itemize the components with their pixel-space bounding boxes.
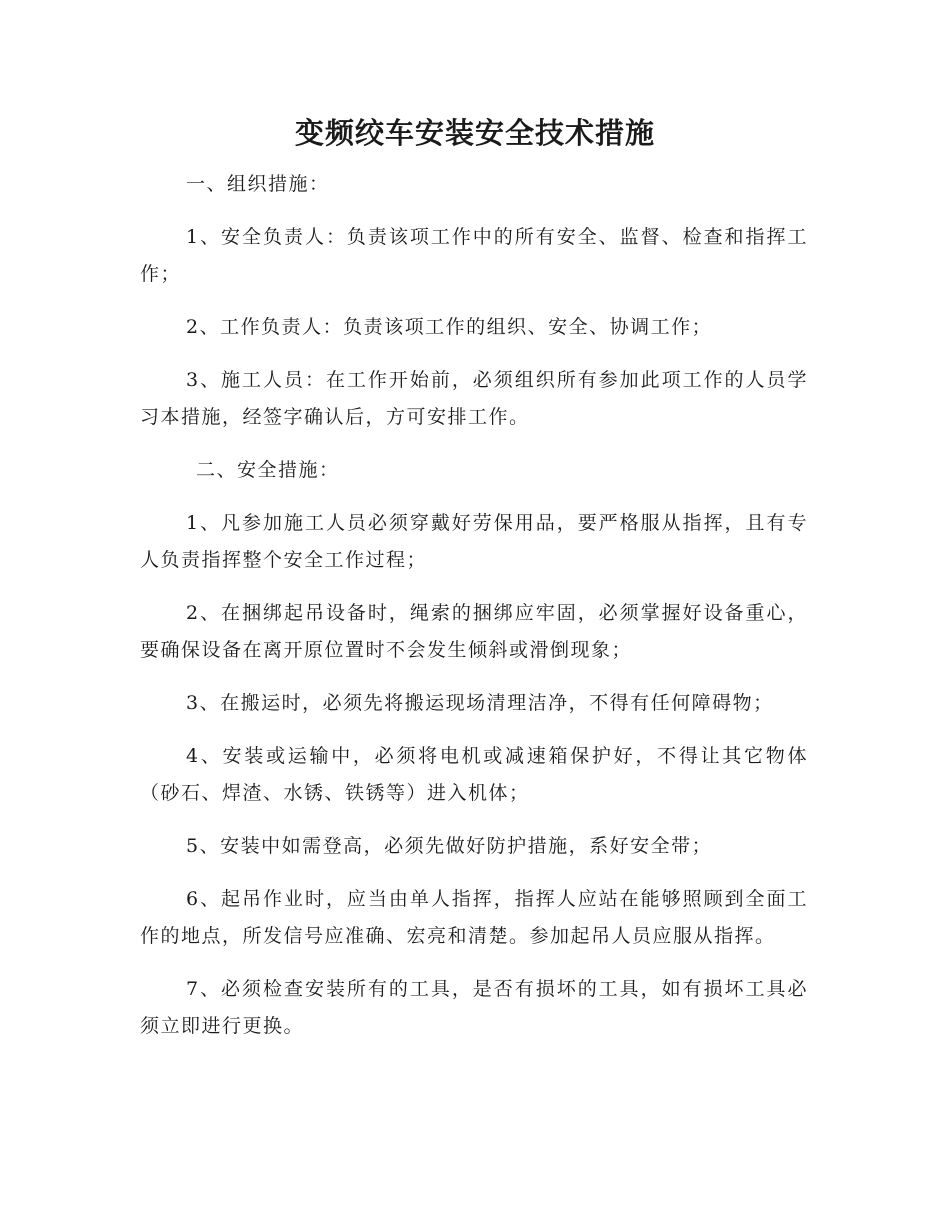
organization-item-3: 3、施工人员：在工作开始前，必须组织所有参加此项工作的人员学习本措施，经签字确认后，方可安排工作。	[140, 369, 808, 428]
document-title: 变频绞车安装安全技术措施	[294, 116, 655, 150]
section-heading-safety: 二、安全措施：	[196, 459, 340, 481]
organization-item-2: 2、工作负责人：负责该项工作的组织、安全、协调工作；	[186, 316, 713, 338]
safety-item-3: 3、在搬运时，必须先将搬运现场清理洁净，不得有任何障碍物；	[186, 692, 774, 714]
organization-item-1: 1、安全负责人：负责该项工作中的所有安全、监督、检查和指挥工作；	[140, 226, 808, 285]
safety-item-5: 5、安装中如需登高，必须先做好防护措施，系好安全带；	[186, 835, 713, 857]
safety-item-6: 6、起吊作业时，应当由单人指挥，指挥人应站在能够照顾到全面工作的地点，所发信号应准确、宏亮和清楚。参加起吊人员应服从指挥。	[140, 888, 808, 947]
safety-item-7: 7、必须检查安装所有的工具，是否有损坏的工具，如有损坏工具必须立即进行更换。	[140, 978, 808, 1037]
document-body	[140, 166, 808, 1061]
safety-item-1: 1、凡参加施工人员必须穿戴好劳保用品，要严格服从指挥，且有专人负责指挥整个安全工作过程；	[140, 512, 808, 571]
safety-item-4: 4、安装或运输中，必须将电机或减速箱保护好，不得让其它物体（砂石、焊渣、水锈、铁锈等）进入机体；	[140, 745, 808, 804]
section-heading-organization: 一、组织措施：	[186, 173, 330, 195]
safety-item-2: 2、在捆绑起吊设备时，绳索的捆绑应牢固，必须掌握好设备重心，要确保设备在离开原位置时不会发生倾斜或滑倒现象；	[140, 602, 808, 661]
